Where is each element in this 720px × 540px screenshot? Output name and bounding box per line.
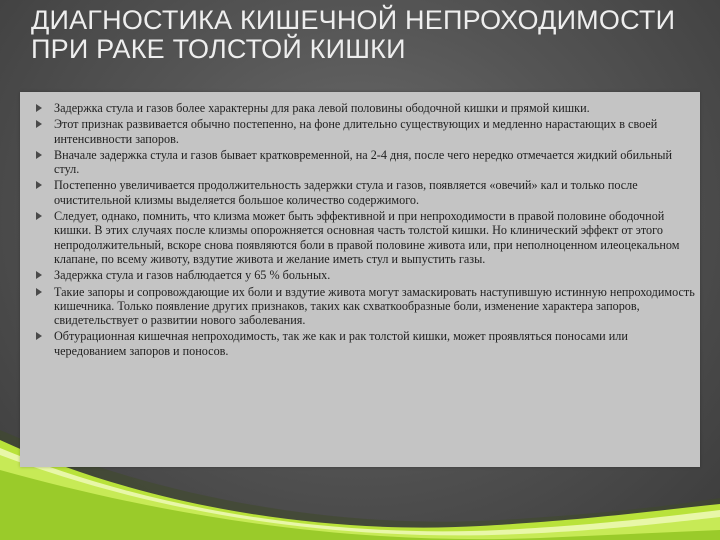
bullet-arrow-icon bbox=[36, 271, 42, 279]
list-item bbox=[36, 178, 696, 207]
list-item bbox=[36, 101, 696, 115]
bullet-arrow-icon bbox=[36, 288, 42, 296]
bullet-arrow-icon bbox=[36, 104, 42, 112]
slide-title: ДИАГНОСТИКА КИШЕЧНОЙ НЕПРОХОДИМОСТИ ПРИ РАКЕ ТОЛСТОЙ КИШКИ bbox=[31, 5, 676, 64]
list-item bbox=[36, 285, 696, 328]
bullet-arrow-icon bbox=[36, 332, 42, 340]
list-item bbox=[36, 148, 696, 177]
bullet-text: Обтурационная кишечная непроходимость, так же как и рак толстой кишки, может проявляться поносами или чередованием запоров и поносов. bbox=[54, 329, 628, 358]
bullet-text: Задержка стула и газов наблюдается у 65 % больных. bbox=[54, 268, 331, 283]
list-item bbox=[36, 329, 696, 358]
bullet-text: Этот признак развивается обычно постепенно, на фоне длительно существующих и медленно нарастающих в своей интенсивности запоров. bbox=[54, 117, 658, 146]
bullet-text: Задержка стула и газов более характерны для рака левой половины ободочной кишки и прямой кишки. bbox=[54, 101, 590, 115]
bullet-text: Следует, однако, помнить, что клизма может быть эффективной и при непроходимости в правой половине ободочной кишки. В этих случаях после клизмы опорожняется основная часть толстой кишки. Но клинический эффект от этого непродолжительный, вскоре снова появляются боли в правой половине живота или, при неполноценном илеоцекальном клапане, по всему животу, вздутие живота и желание иметь стул и выпустить газы. bbox=[54, 209, 680, 266]
bullet-list bbox=[36, 101, 696, 360]
bullet-text: Постепенно увеличивается продолжительность задержки стула и газов, появляется «овечий» кал и только после очистительной клизмы выделяется большое количество содержимого. bbox=[54, 178, 638, 207]
bullet-text: Вначале задержка стула и газов бывает кратковременной, на 2-4 дня, после чего нередко отмечается жидкий обильный стул. bbox=[54, 147, 672, 177]
bullet-arrow-icon bbox=[36, 181, 42, 189]
bullet-text: Такие запоры и сопровождающие их боли и вздутие живота могут замаскировать наступившую истинную непроходимость кишечника. Только появление других признаков, таких как схваткообразные боли, изменение характера запоров, свидетельствует о развитии нового заболевания. bbox=[54, 284, 695, 328]
list-item bbox=[36, 209, 696, 266]
bullet-arrow-icon bbox=[36, 120, 42, 128]
bullet-arrow-icon bbox=[36, 151, 42, 159]
list-item bbox=[36, 268, 696, 282]
list-item bbox=[36, 117, 696, 146]
bullet-arrow-icon bbox=[36, 212, 42, 220]
